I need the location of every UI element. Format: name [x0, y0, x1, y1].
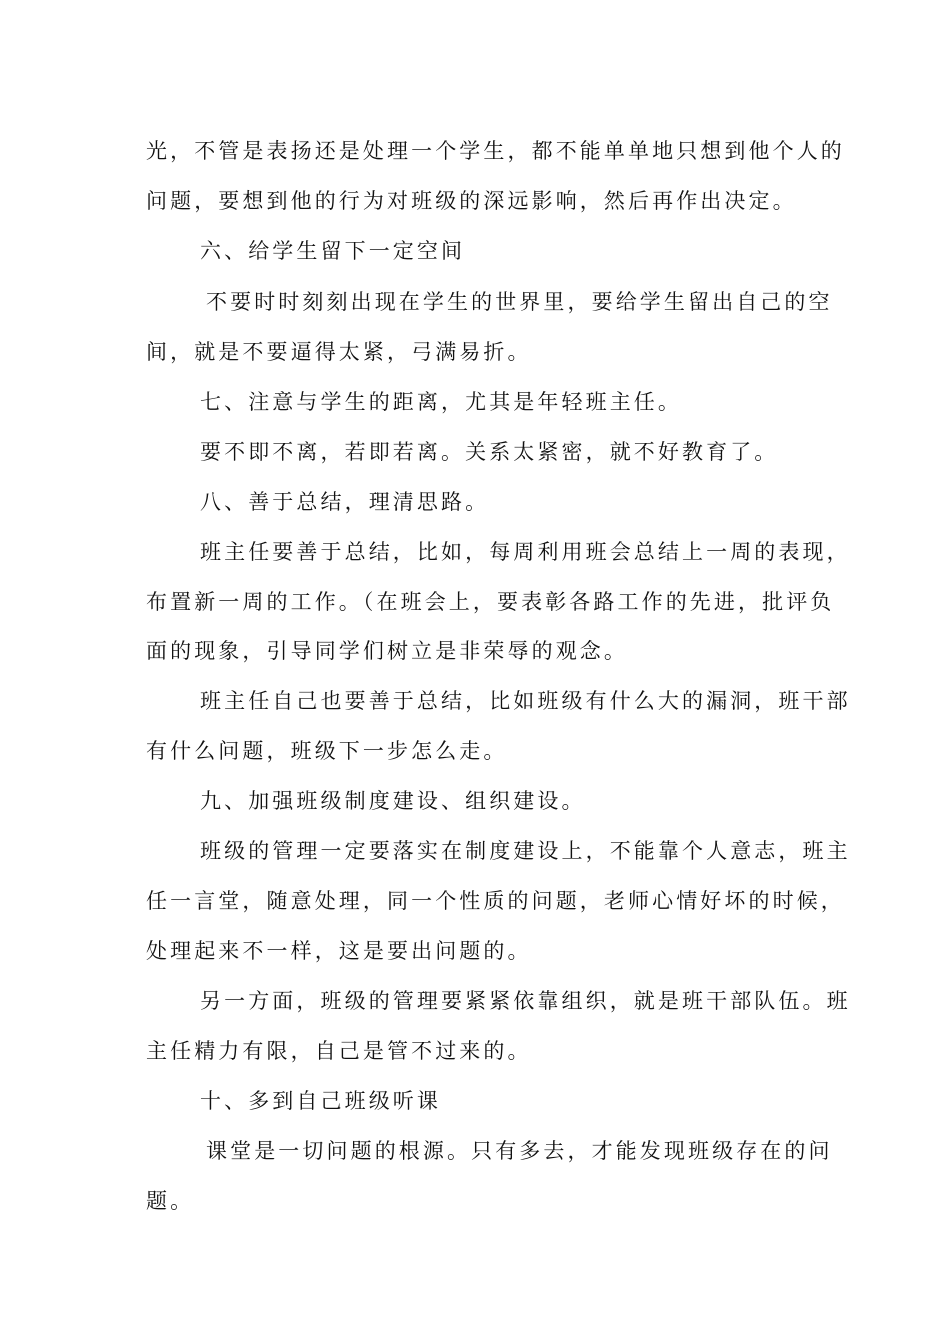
body-text-line: 有什么问题，班级下一步怎么走。	[146, 739, 508, 763]
body-text-line: 课堂是一切问题的根源。只有多去，才能发现班级存在的问	[206, 1139, 833, 1163]
body-text-line: 处理起来不一样，这是要出问题的。	[146, 939, 532, 963]
body-text-line: 要不即不离，若即若离。关系太紧密，就不好教育了。	[200, 440, 779, 464]
body-text-line: 问题，要想到他的行为对班级的深远影响，然后再作出决定。	[146, 189, 797, 213]
body-text-line: 另一方面，班级的管理要紧紧依靠组织，就是班干部队伍。班	[200, 989, 851, 1013]
body-text-line: 任一言堂，随意处理，同一个性质的问题，老师心情好坏的时候，	[146, 889, 845, 913]
body-text-line: 不要时时刻刻出现在学生的世界里，要给学生留出自己的空	[206, 290, 833, 314]
section-heading-8: 八、善于总结，理清思路。	[200, 490, 490, 514]
section-heading-6: 六、给学生留下一定空间	[200, 239, 466, 263]
body-text-line: 题。	[146, 1189, 195, 1213]
body-text-line: 布置新一周的工作。（在班会上，要表彰各路工作的先进，批评负	[146, 590, 835, 614]
section-heading-9: 九、加强班级制度建设、组织建设。	[200, 789, 586, 813]
body-text-line: 主任精力有限，自己是管不过来的。	[146, 1039, 532, 1063]
body-text-line: 班级的管理一定要落实在制度建设上，不能靠个人意志，班主	[200, 839, 851, 863]
body-text-line: 光，不管是表扬还是处理一个学生，都不能单单地只想到他个人的	[146, 139, 845, 163]
section-heading-7: 七、注意与学生的距离，尤其是年轻班主任。	[200, 390, 682, 414]
section-heading-10: 十、多到自己班级听课	[200, 1089, 441, 1113]
body-text-line: 班主任自己也要善于总结，比如班级有什么大的漏洞，班干部	[200, 689, 851, 713]
body-text-line: 面的现象，引导同学们树立是非荣辱的观念。	[146, 639, 628, 663]
body-text-line: 间，就是不要逼得太紧，弓满易折。	[146, 340, 532, 364]
body-text-line: 班主任要善于总结，比如，每周利用班会总结上一周的表现，	[200, 540, 851, 564]
